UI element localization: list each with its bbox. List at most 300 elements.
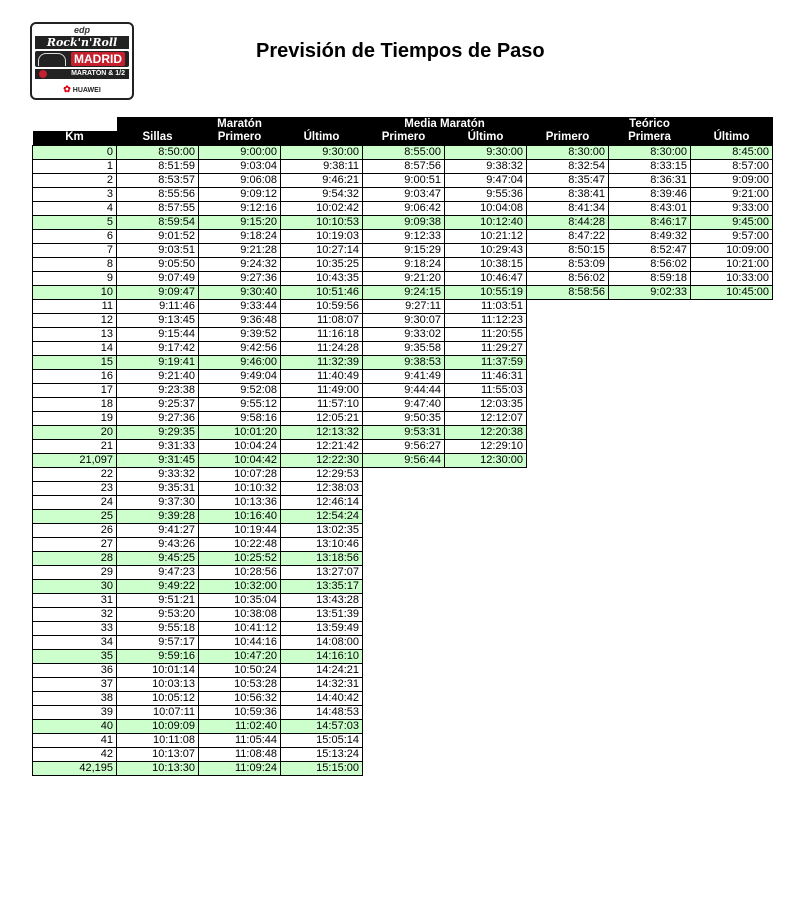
time-cell: 15:15:00	[281, 761, 363, 775]
group-header-media: Media Maratón	[363, 117, 527, 131]
time-cell: 9:55:36	[445, 187, 527, 201]
time-cell: 9:47:04	[445, 173, 527, 187]
table-row	[33, 635, 773, 649]
time-cell: 9:30:07	[363, 313, 445, 327]
empty-cell	[691, 649, 773, 663]
time-cell: 9:50:35	[363, 411, 445, 425]
empty-cell	[527, 425, 609, 439]
empty-cell	[691, 537, 773, 551]
time-cell: 11:08:48	[199, 747, 281, 761]
time-cell: 10:04:24	[199, 439, 281, 453]
km-cell: 18	[33, 397, 117, 411]
empty-cell	[609, 481, 691, 495]
empty-cell	[527, 747, 609, 761]
time-cell: 10:50:24	[199, 663, 281, 677]
table-row	[33, 215, 773, 229]
empty-cell	[363, 565, 445, 579]
empty-cell	[445, 565, 527, 579]
km-cell: 2	[33, 173, 117, 187]
table-row	[33, 579, 773, 593]
empty-cell	[609, 747, 691, 761]
empty-cell	[609, 523, 691, 537]
column-header: Sillas	[117, 131, 199, 145]
empty-cell	[691, 495, 773, 509]
time-cell: 9:15:20	[199, 215, 281, 229]
empty-cell	[609, 537, 691, 551]
table-row	[33, 495, 773, 509]
table-row	[33, 481, 773, 495]
empty-cell	[363, 467, 445, 481]
split-times-table	[32, 117, 773, 776]
time-cell: 9:47:40	[363, 397, 445, 411]
empty-cell	[527, 565, 609, 579]
empty-cell	[445, 691, 527, 705]
empty-cell	[445, 607, 527, 621]
empty-cell	[609, 313, 691, 327]
time-cell: 8:30:00	[527, 145, 609, 159]
km-cell: 10	[33, 285, 117, 299]
table-row	[33, 369, 773, 383]
empty-cell	[363, 691, 445, 705]
time-cell: 8:33:15	[609, 159, 691, 173]
empty-cell	[363, 663, 445, 677]
time-cell: 9:24:15	[363, 285, 445, 299]
empty-cell	[445, 677, 527, 691]
time-cell: 9:18:24	[199, 229, 281, 243]
empty-cell	[691, 677, 773, 691]
time-cell: 9:07:49	[117, 271, 199, 285]
empty-cell	[527, 313, 609, 327]
time-cell: 9:33:00	[691, 201, 773, 215]
time-cell: 10:21:12	[445, 229, 527, 243]
empty-cell	[527, 411, 609, 425]
time-cell: 11:29:27	[445, 341, 527, 355]
table-row	[33, 649, 773, 663]
empty-cell	[363, 733, 445, 747]
column-header: Primero	[527, 131, 609, 145]
empty-cell	[527, 481, 609, 495]
empty-cell	[691, 621, 773, 635]
km-cell: 11	[33, 299, 117, 313]
empty-cell	[527, 579, 609, 593]
time-cell: 9:55:18	[117, 621, 199, 635]
table-row	[33, 187, 773, 201]
km-cell: 33	[33, 621, 117, 635]
empty-cell	[363, 537, 445, 551]
empty-cell	[363, 607, 445, 621]
empty-cell	[363, 705, 445, 719]
empty-cell	[609, 579, 691, 593]
empty-cell	[363, 621, 445, 635]
time-cell: 8:30:00	[609, 145, 691, 159]
table-row	[33, 159, 773, 173]
column-header: Primero	[363, 131, 445, 145]
time-cell: 11:57:10	[281, 397, 363, 411]
time-cell: 9:18:24	[363, 257, 445, 271]
time-cell: 10:38:08	[199, 607, 281, 621]
empty-cell	[691, 299, 773, 313]
time-cell: 9:41:49	[363, 369, 445, 383]
empty-cell	[691, 439, 773, 453]
time-cell: 9:05:50	[117, 257, 199, 271]
empty-cell	[363, 719, 445, 733]
time-cell: 9:01:52	[117, 229, 199, 243]
time-cell: 10:22:48	[199, 537, 281, 551]
empty-cell	[691, 397, 773, 411]
time-cell: 8:45:00	[691, 145, 773, 159]
empty-cell	[527, 453, 609, 467]
empty-cell	[445, 551, 527, 565]
km-cell: 17	[33, 383, 117, 397]
empty-cell	[609, 621, 691, 635]
time-cell: 9:29:35	[117, 425, 199, 439]
empty-cell	[363, 635, 445, 649]
empty-cell	[609, 509, 691, 523]
time-cell: 9:15:44	[117, 327, 199, 341]
empty-cell	[691, 383, 773, 397]
table-row	[33, 327, 773, 341]
empty-cell	[691, 453, 773, 467]
time-cell: 10:53:28	[199, 677, 281, 691]
empty-cell	[527, 355, 609, 369]
empty-cell	[363, 551, 445, 565]
time-cell: 9:49:04	[199, 369, 281, 383]
column-header: Primera	[609, 131, 691, 145]
empty-cell	[527, 467, 609, 481]
time-cell: 10:04:08	[445, 201, 527, 215]
table-row	[33, 257, 773, 271]
time-cell: 10:07:28	[199, 467, 281, 481]
time-cell: 13:02:35	[281, 523, 363, 537]
table-row	[33, 691, 773, 705]
km-cell: 19	[33, 411, 117, 425]
event-logo	[30, 22, 134, 100]
empty-cell	[609, 467, 691, 481]
time-cell: 10:28:56	[199, 565, 281, 579]
time-cell: 9:53:20	[117, 607, 199, 621]
time-cell: 10:12:40	[445, 215, 527, 229]
time-cell: 10:41:12	[199, 621, 281, 635]
time-cell: 9:09:00	[691, 173, 773, 187]
time-cell: 12:29:10	[445, 439, 527, 453]
time-cell: 9:21:28	[199, 243, 281, 257]
time-cell: 8:57:00	[691, 159, 773, 173]
time-cell: 9:03:47	[363, 187, 445, 201]
time-cell: 10:05:12	[117, 691, 199, 705]
km-cell: 20	[33, 425, 117, 439]
time-cell: 13:10:46	[281, 537, 363, 551]
logo-city-band	[35, 51, 129, 67]
table-row	[33, 173, 773, 187]
table-row	[33, 285, 773, 299]
table-row	[33, 537, 773, 551]
time-cell: 9:17:42	[117, 341, 199, 355]
time-cell: 11:46:31	[445, 369, 527, 383]
empty-cell	[691, 481, 773, 495]
column-header: Último	[445, 131, 527, 145]
empty-cell	[691, 747, 773, 761]
empty-cell	[527, 299, 609, 313]
km-cell: 16	[33, 369, 117, 383]
time-cell: 11:55:03	[445, 383, 527, 397]
time-cell: 10:55:19	[445, 285, 527, 299]
logo-city-text: MADRID	[71, 52, 125, 66]
time-cell: 9:41:27	[117, 523, 199, 537]
time-cell: 9:30:00	[281, 145, 363, 159]
empty-cell	[609, 327, 691, 341]
table-row	[33, 299, 773, 313]
empty-cell	[691, 411, 773, 425]
empty-cell	[609, 649, 691, 663]
time-cell: 10:16:40	[199, 509, 281, 523]
empty-cell	[445, 747, 527, 761]
time-cell: 14:48:53	[281, 705, 363, 719]
km-cell: 34	[33, 635, 117, 649]
empty-cell	[609, 383, 691, 397]
time-cell: 8:46:17	[609, 215, 691, 229]
time-cell: 10:10:32	[199, 481, 281, 495]
empty-cell	[527, 327, 609, 341]
column-header-row	[33, 131, 773, 145]
km-cell: 40	[33, 719, 117, 733]
empty-cell	[445, 467, 527, 481]
time-cell: 8:59:54	[117, 215, 199, 229]
time-cell: 11:40:49	[281, 369, 363, 383]
group-header-row	[33, 117, 773, 131]
logo-brand-text: Rock'n'Roll	[35, 36, 129, 49]
time-cell: 9:53:31	[363, 425, 445, 439]
time-cell: 9:55:12	[199, 397, 281, 411]
time-cell: 12:05:21	[281, 411, 363, 425]
time-cell: 9:54:32	[281, 187, 363, 201]
time-cell: 10:04:42	[199, 453, 281, 467]
empty-cell	[609, 733, 691, 747]
km-cell: 0	[33, 145, 117, 159]
time-cell: 12:46:14	[281, 495, 363, 509]
time-cell: 9:36:48	[199, 313, 281, 327]
time-cell: 9:56:44	[363, 453, 445, 467]
empty-cell	[527, 761, 609, 775]
km-cell: 8	[33, 257, 117, 271]
time-cell: 11:16:18	[281, 327, 363, 341]
time-cell: 10:09:00	[691, 243, 773, 257]
table-row	[33, 439, 773, 453]
logo-subtitle	[35, 69, 129, 79]
empty-cell	[609, 691, 691, 705]
table-row	[33, 411, 773, 425]
empty-cell	[445, 719, 527, 733]
table-row	[33, 523, 773, 537]
table-row	[33, 607, 773, 621]
empty-cell	[691, 327, 773, 341]
group-header-empty	[33, 117, 117, 131]
empty-cell	[363, 747, 445, 761]
column-header: Último	[691, 131, 773, 145]
table-row	[33, 509, 773, 523]
km-cell: 21,097	[33, 453, 117, 467]
time-cell: 8:53:57	[117, 173, 199, 187]
empty-cell	[691, 761, 773, 775]
table-row	[33, 705, 773, 719]
time-cell: 9:19:41	[117, 355, 199, 369]
km-cell: 5	[33, 215, 117, 229]
empty-cell	[691, 313, 773, 327]
time-cell: 8:55:00	[363, 145, 445, 159]
empty-cell	[691, 551, 773, 565]
empty-cell	[527, 663, 609, 677]
km-cell: 4	[33, 201, 117, 215]
empty-cell	[609, 663, 691, 677]
empty-cell	[527, 509, 609, 523]
empty-cell	[691, 691, 773, 705]
time-cell: 9:12:16	[199, 201, 281, 215]
empty-cell	[445, 649, 527, 663]
column-header: Km	[33, 131, 117, 145]
empty-cell	[527, 691, 609, 705]
empty-cell	[363, 593, 445, 607]
km-cell: 9	[33, 271, 117, 285]
empty-cell	[363, 495, 445, 509]
km-cell: 22	[33, 467, 117, 481]
empty-cell	[363, 761, 445, 775]
time-cell: 8:39:46	[609, 187, 691, 201]
table-row	[33, 663, 773, 677]
empty-cell	[445, 663, 527, 677]
time-cell: 13:27:07	[281, 565, 363, 579]
time-cell: 8:35:47	[527, 173, 609, 187]
time-cell: 9:58:16	[199, 411, 281, 425]
empty-cell	[691, 425, 773, 439]
time-cell: 11:05:44	[199, 733, 281, 747]
time-cell: 8:52:47	[609, 243, 691, 257]
time-cell: 12:13:32	[281, 425, 363, 439]
empty-cell	[609, 607, 691, 621]
time-cell: 11:24:28	[281, 341, 363, 355]
time-cell: 9:43:26	[117, 537, 199, 551]
time-cell: 10:59:56	[281, 299, 363, 313]
time-cell: 9:46:00	[199, 355, 281, 369]
table-row	[33, 719, 773, 733]
km-cell: 38	[33, 691, 117, 705]
km-cell: 25	[33, 509, 117, 523]
table-row	[33, 397, 773, 411]
time-cell: 11:08:07	[281, 313, 363, 327]
time-cell: 10:01:20	[199, 425, 281, 439]
time-cell: 9:06:08	[199, 173, 281, 187]
time-cell: 9:21:40	[117, 369, 199, 383]
km-cell: 37	[33, 677, 117, 691]
km-cell: 26	[33, 523, 117, 537]
time-cell: 10:59:36	[199, 705, 281, 719]
time-cell: 8:51:59	[117, 159, 199, 173]
time-cell: 8:53:09	[527, 257, 609, 271]
time-cell: 8:50:00	[117, 145, 199, 159]
empty-cell	[445, 593, 527, 607]
table-row	[33, 341, 773, 355]
empty-cell	[527, 635, 609, 649]
time-cell: 9:33:32	[117, 467, 199, 481]
time-cell: 8:43:01	[609, 201, 691, 215]
empty-cell	[445, 621, 527, 635]
time-cell: 9:15:29	[363, 243, 445, 257]
empty-cell	[445, 509, 527, 523]
time-cell: 14:24:21	[281, 663, 363, 677]
time-cell: 10:38:15	[445, 257, 527, 271]
time-cell: 10:11:08	[117, 733, 199, 747]
time-cell: 8:49:32	[609, 229, 691, 243]
empty-cell	[527, 495, 609, 509]
time-cell: 10:13:36	[199, 495, 281, 509]
time-cell: 12:22:30	[281, 453, 363, 467]
time-cell: 10:27:14	[281, 243, 363, 257]
time-cell: 9:33:02	[363, 327, 445, 341]
time-cell: 9:52:08	[199, 383, 281, 397]
time-cell: 11:20:55	[445, 327, 527, 341]
table-row	[33, 677, 773, 691]
empty-cell	[691, 341, 773, 355]
empty-cell	[363, 509, 445, 523]
km-cell: 1	[33, 159, 117, 173]
time-cell: 9:57:17	[117, 635, 199, 649]
time-cell: 9:11:46	[117, 299, 199, 313]
time-cell: 11:02:40	[199, 719, 281, 733]
time-cell: 12:12:07	[445, 411, 527, 425]
empty-cell	[691, 705, 773, 719]
time-cell: 8:38:41	[527, 187, 609, 201]
time-cell: 9:59:16	[117, 649, 199, 663]
time-cell: 14:32:31	[281, 677, 363, 691]
time-cell: 9:47:23	[117, 565, 199, 579]
time-cell: 9:30:00	[445, 145, 527, 159]
logo-sponsor	[32, 84, 132, 95]
empty-cell	[527, 733, 609, 747]
time-cell: 8:47:22	[527, 229, 609, 243]
time-cell: 13:51:39	[281, 607, 363, 621]
km-cell: 15	[33, 355, 117, 369]
time-cell: 10:44:16	[199, 635, 281, 649]
logo-edp-text: edp	[73, 25, 90, 35]
time-cell: 13:18:56	[281, 551, 363, 565]
time-cell: 9:09:47	[117, 285, 199, 299]
table-row	[33, 733, 773, 747]
km-cell: 42,195	[33, 761, 117, 775]
time-cell: 11:49:00	[281, 383, 363, 397]
empty-cell	[445, 481, 527, 495]
empty-cell	[445, 733, 527, 747]
km-cell: 3	[33, 187, 117, 201]
empty-cell	[691, 509, 773, 523]
empty-cell	[691, 733, 773, 747]
empty-cell	[691, 607, 773, 621]
empty-cell	[609, 453, 691, 467]
km-cell: 41	[33, 733, 117, 747]
time-cell: 10:35:04	[199, 593, 281, 607]
time-cell: 9:13:45	[117, 313, 199, 327]
empty-cell	[691, 579, 773, 593]
empty-cell	[609, 761, 691, 775]
empty-cell	[609, 593, 691, 607]
km-cell: 31	[33, 593, 117, 607]
time-cell: 8:50:15	[527, 243, 609, 257]
time-cell: 9:02:33	[609, 285, 691, 299]
km-cell: 12	[33, 313, 117, 327]
time-cell: 12:21:42	[281, 439, 363, 453]
time-cell: 9:45:25	[117, 551, 199, 565]
column-header: Último	[281, 131, 363, 145]
km-cell: 28	[33, 551, 117, 565]
time-cell: 9:09:12	[199, 187, 281, 201]
km-cell: 39	[33, 705, 117, 719]
